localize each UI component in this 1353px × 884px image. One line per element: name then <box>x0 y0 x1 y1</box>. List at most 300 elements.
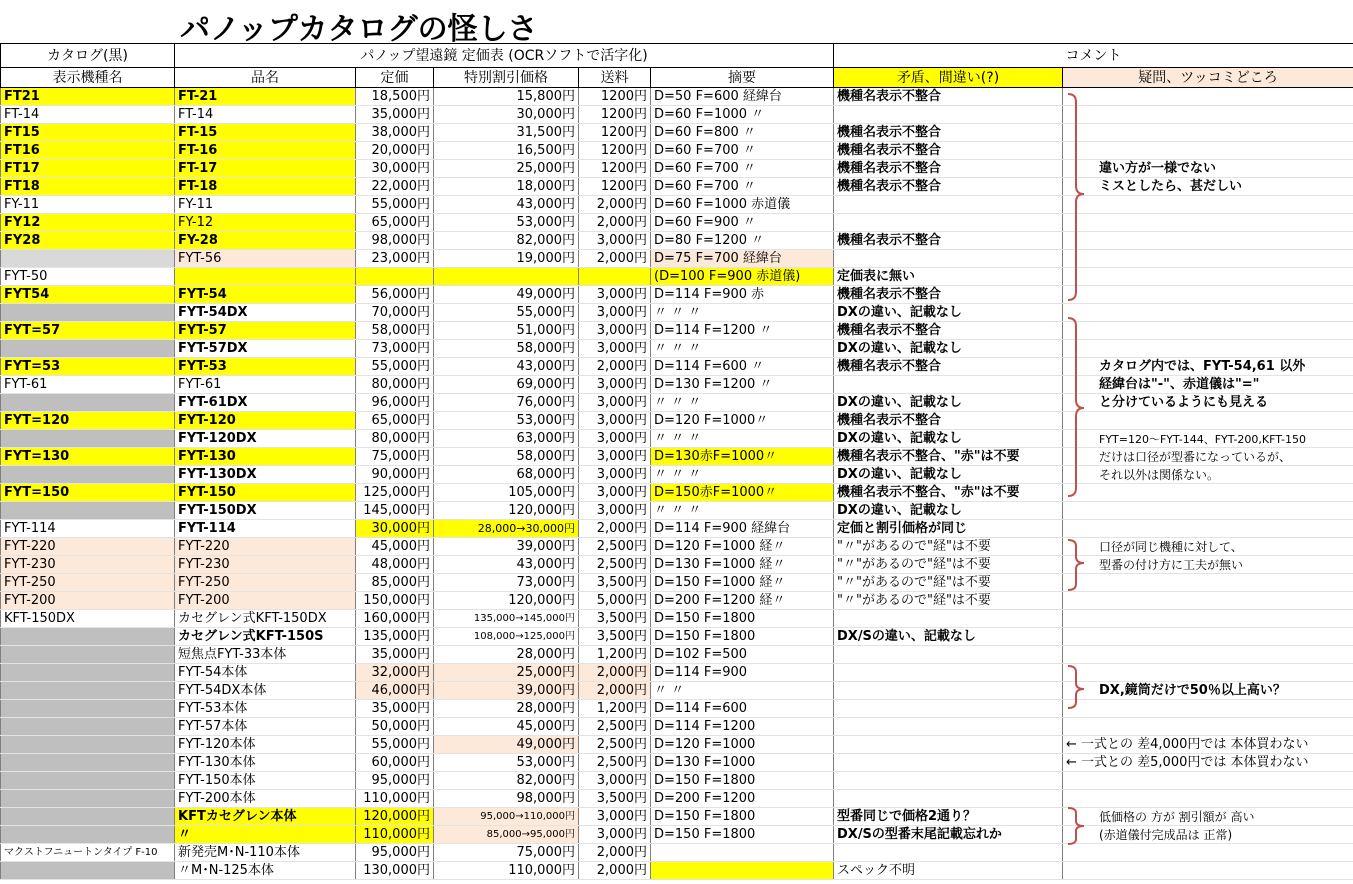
header-price-table: パノップ望遠鏡 定価表 (OCRソフトで活字化) <box>175 44 834 68</box>
cell-shipping: 3,000円 <box>579 772 651 790</box>
cell-note <box>834 700 1063 718</box>
cell-note: 機種名表示不整合 <box>834 358 1063 376</box>
cell-summary: D=60 F=700 〃 <box>651 142 834 160</box>
cell-shipping: 3,000円 <box>579 448 651 466</box>
cell-summary <box>651 844 834 862</box>
cell-name: FYT-54DX本体 <box>175 682 356 700</box>
cell-name: FYT-114 <box>175 520 356 538</box>
header-comment: コメント <box>834 44 1353 68</box>
cell-shipping: 3,000円 <box>579 484 651 502</box>
cell-catalog <box>1 664 175 682</box>
cell-summary: D=150赤F=1000〃 <box>651 484 834 502</box>
cell-shipping: 3,000円 <box>579 394 651 412</box>
cell-catalog: FT17 <box>1 160 175 178</box>
cell-shipping: 2,000円 <box>579 358 651 376</box>
cell-price: 60,000円 <box>356 754 434 772</box>
cell-price: 46,000円 <box>356 682 434 700</box>
cell-discount: 39,000円 <box>434 538 579 556</box>
cell-price: 35,000円 <box>356 700 434 718</box>
cell-shipping: 2,500円 <box>579 556 651 574</box>
cell-question <box>1063 520 1353 538</box>
comment-group1-line1: 違い方が一様でない <box>1099 161 1217 176</box>
cell-shipping: 3,500円 <box>579 628 651 646</box>
cell-shipping: 2,500円 <box>579 538 651 556</box>
cell-price: 95,000円 <box>356 844 434 862</box>
cell-shipping: 2,000円 <box>579 520 651 538</box>
cell-name: カセグレン式KFT-150S <box>175 628 356 646</box>
cell-shipping: 3,000円 <box>579 340 651 358</box>
cell-catalog: FYT-230 <box>1 556 175 574</box>
col-discount: 特別割引価格 <box>434 68 579 88</box>
cell-shipping: 3,000円 <box>579 376 651 394</box>
cell-shipping: 3,000円 <box>579 322 651 340</box>
cell-price: 55,000円 <box>356 358 434 376</box>
cell-name: FYT-61 <box>175 376 356 394</box>
cell-shipping: 2,000円 <box>579 844 651 862</box>
cell-summary: D=200 F=1200 経〃 <box>651 592 834 610</box>
cell-name: FYT-220 <box>175 538 356 556</box>
cell-discount <box>434 268 579 286</box>
cell-note: 機種名表示不整合、"赤"は不要 <box>834 484 1063 502</box>
cell-question <box>1063 772 1353 790</box>
cell-summary: D=114 F=900 経緯台 <box>651 520 834 538</box>
table-row <box>1 520 1353 538</box>
cell-summary: 〃 〃 〃 <box>651 304 834 322</box>
cell-catalog <box>1 430 175 448</box>
cell-shipping: 2,500円 <box>579 754 651 772</box>
cell-discount: 120,000円 <box>434 592 579 610</box>
table-row <box>1 268 1353 286</box>
cell-shipping: 2,000円 <box>579 250 651 268</box>
cell-shipping: 3,000円 <box>579 466 651 484</box>
cell-price: 85,000円 <box>356 574 434 592</box>
cell-name: FYT-200 <box>175 592 356 610</box>
table-row <box>1 574 1353 592</box>
cell-name: FYT-53本体 <box>175 700 356 718</box>
cell-summary: D=114 F=900 赤 <box>651 286 834 304</box>
cell-summary: 〃 〃 〃 <box>651 502 834 520</box>
cell-catalog <box>1 394 175 412</box>
cell-note: DXの違い、記載なし <box>834 394 1063 412</box>
cell-summary: D=60 F=700 〃 <box>651 160 834 178</box>
cell-shipping: 2,500円 <box>579 736 651 754</box>
cell-note <box>834 214 1063 232</box>
comment-group1-line2: ミスとしたら、甚だしい <box>1099 179 1243 194</box>
cell-note: 機種名表示不整合 <box>834 124 1063 142</box>
comment-group5-line2: (赤道儀付完成品は 正常) <box>1099 828 1233 842</box>
table-row <box>1 340 1353 358</box>
cell-discount: 51,000円 <box>434 322 579 340</box>
cell-price: 98,000円 <box>356 232 434 250</box>
cell-summary: 〃 〃 〃 <box>651 340 834 358</box>
cell-summary <box>651 862 834 880</box>
comment-arrow1: ← 一式との 差4,000円では 本体買わない <box>1066 737 1309 752</box>
cell-price: 18,500円 <box>356 88 434 106</box>
cell-shipping: 5,000円 <box>579 592 651 610</box>
cell-shipping: 3,500円 <box>579 790 651 808</box>
cell-summary: D=200 F=1200 <box>651 790 834 808</box>
cell-name: FYT-120 <box>175 412 356 430</box>
table-row <box>1 250 1353 268</box>
cell-discount: 68,000円 <box>434 466 579 484</box>
cell-price: 30,000円 <box>356 520 434 538</box>
cell-note: DXの違い、記載なし <box>834 340 1063 358</box>
cell-discount: 19,000円 <box>434 250 579 268</box>
cell-price: 110,000円 <box>356 790 434 808</box>
cell-price: 70,000円 <box>356 304 434 322</box>
cell-summary: D=150 F=1800 <box>651 628 834 646</box>
cell-shipping: 2,000円 <box>579 862 651 880</box>
cell-discount: 135,000→145,000円 <box>434 610 579 628</box>
cell-catalog: FYT=57 <box>1 322 175 340</box>
cell-price: 95,000円 <box>356 772 434 790</box>
cell-discount: 63,000円 <box>434 430 579 448</box>
cell-question <box>1063 322 1353 340</box>
cell-name: 〃 <box>175 826 356 844</box>
cell-note: 機種名表示不整合 <box>834 232 1063 250</box>
cell-catalog <box>1 754 175 772</box>
cell-discount: 75,000円 <box>434 844 579 862</box>
cell-question <box>1063 646 1353 664</box>
cell-price: 65,000円 <box>356 412 434 430</box>
table-row <box>1 502 1353 520</box>
cell-shipping: 1,200円 <box>579 646 651 664</box>
cell-discount: 95,000→110,000円 <box>434 808 579 826</box>
cell-summary: D=150 F=1800 <box>651 772 834 790</box>
cell-discount: 55,000円 <box>434 304 579 322</box>
col-question: 疑問、ツッコミどころ <box>1063 68 1353 88</box>
cell-catalog: FYT-200 <box>1 592 175 610</box>
cell-discount: 25,000円 <box>434 160 579 178</box>
cell-catalog: FYT-61 <box>1 376 175 394</box>
cell-price <box>356 268 434 286</box>
table-row <box>1 484 1353 502</box>
cell-summary: 〃 〃 〃 <box>651 430 834 448</box>
cell-name: FYT-54DX <box>175 304 356 322</box>
cell-note <box>834 754 1063 772</box>
cell-catalog: FT21 <box>1 88 175 106</box>
cell-shipping: 1,200円 <box>579 700 651 718</box>
cell-summary: 〃 〃 〃 <box>651 466 834 484</box>
table-row <box>1 592 1353 610</box>
cell-note: DX/Sの型番末尾記載忘れか <box>834 826 1063 844</box>
cell-price: 130,000円 <box>356 862 434 880</box>
comment-arrow2: ← 一式との 差5,000円では 本体買わない <box>1066 755 1309 770</box>
cell-name: FT-16 <box>175 142 356 160</box>
cell-discount: 39,000円 <box>434 682 579 700</box>
cell-note: DXの違い、記載なし <box>834 304 1063 322</box>
cell-price: 58,000円 <box>356 322 434 340</box>
col-price: 定価 <box>356 68 434 88</box>
table-row <box>1 304 1353 322</box>
cell-note <box>834 376 1063 394</box>
cell-catalog: FT18 <box>1 178 175 196</box>
page-title: パノップカタログの怪しさ <box>180 12 538 47</box>
cell-shipping: 1200円 <box>579 124 651 142</box>
comment-group5-line1: 低価格の 方が 割引額が 高い <box>1099 810 1255 824</box>
cell-question <box>1063 718 1353 736</box>
cell-catalog: FYT=120 <box>1 412 175 430</box>
cell-summary: D=120 F=1000 経〃 <box>651 538 834 556</box>
cell-summary: D=120 F=1000〃 <box>651 412 834 430</box>
cell-price: 120,000円 <box>356 808 434 826</box>
cell-shipping: 3,000円 <box>579 502 651 520</box>
cell-price: 75,000円 <box>356 448 434 466</box>
cell-discount: 43,000円 <box>434 556 579 574</box>
cell-question <box>1063 142 1353 160</box>
cell-discount: 30,000円 <box>434 106 579 124</box>
cell-summary: D=114 F=1200 〃 <box>651 322 834 340</box>
cell-discount: 82,000円 <box>434 232 579 250</box>
cell-discount: 18,000円 <box>434 178 579 196</box>
cell-discount: 15,800円 <box>434 88 579 106</box>
cell-discount: 58,000円 <box>434 448 579 466</box>
cell-catalog <box>1 502 175 520</box>
cell-shipping: 3,500円 <box>579 610 651 628</box>
cell-note: 機種名表示不整合 <box>834 178 1063 196</box>
cell-catalog <box>1 718 175 736</box>
cell-shipping: 1200円 <box>579 178 651 196</box>
cell-shipping: 3,000円 <box>579 430 651 448</box>
cell-name: FYT-120本体 <box>175 736 356 754</box>
cell-discount: 49,000円 <box>434 286 579 304</box>
cell-note: "〃"があるので"経"は不要 <box>834 592 1063 610</box>
cell-price: 80,000円 <box>356 376 434 394</box>
cell-discount: 85,000→95,000円 <box>434 826 579 844</box>
cell-discount: 28,000円 <box>434 646 579 664</box>
cell-name: FY-12 <box>175 214 356 232</box>
cell-discount: 69,000円 <box>434 376 579 394</box>
cell-catalog: KFT-150DX <box>1 610 175 628</box>
table-row <box>1 610 1353 628</box>
cell-price: 50,000円 <box>356 718 434 736</box>
cell-price: 125,000円 <box>356 484 434 502</box>
cell-discount: 49,000円 <box>434 736 579 754</box>
table-row <box>1 772 1353 790</box>
cell-catalog: マクストフニュートンタイプ F-10 <box>1 844 175 862</box>
cell-question <box>1063 574 1353 592</box>
cell-name: FYT-57DX <box>175 340 356 358</box>
cell-price: 65,000円 <box>356 214 434 232</box>
cell-name: FYT-56 <box>175 250 356 268</box>
cell-name: FYT-250 <box>175 574 356 592</box>
cell-note: 機種名表示不整合 <box>834 142 1063 160</box>
cell-catalog <box>1 628 175 646</box>
cell-name: FYT-54本体 <box>175 664 356 682</box>
cell-question <box>1063 790 1353 808</box>
table-row <box>1 106 1353 124</box>
cell-summary: D=150 F=1800 <box>651 826 834 844</box>
cell-name: FYT-230 <box>175 556 356 574</box>
col-name: 品名 <box>175 68 356 88</box>
cell-question <box>1063 232 1353 250</box>
cell-summary: D=150 F=1000 経〃 <box>651 574 834 592</box>
table-row <box>1 142 1353 160</box>
cell-note: DXの違い、記載なし <box>834 430 1063 448</box>
cell-question <box>1063 106 1353 124</box>
cell-name <box>175 268 356 286</box>
cell-summary: D=130 F=1000 <box>651 754 834 772</box>
cell-name: FYT-150 <box>175 484 356 502</box>
cell-summary: 〃 〃 〃 <box>651 394 834 412</box>
cell-summary: D=114 F=600 <box>651 700 834 718</box>
cell-note <box>834 844 1063 862</box>
comment-group2-line2: 経緯台は"-"、赤道儀は"=" <box>1099 377 1260 392</box>
table-row <box>1 214 1353 232</box>
cell-name: FYT-150本体 <box>175 772 356 790</box>
table-row <box>1 700 1353 718</box>
cell-price: 38,000円 <box>356 124 434 142</box>
comment-group2-note-line1: FYT=120～FYT-144、FYT-200,KFT-150 <box>1099 433 1306 446</box>
comment-group2-note-line2: だけは口径が型番になっているが、 <box>1099 450 1292 464</box>
cell-summary: D=150 F=1800 <box>651 610 834 628</box>
cell-discount: 43,000円 <box>434 358 579 376</box>
cell-note <box>834 772 1063 790</box>
cell-name: FT-18 <box>175 178 356 196</box>
cell-catalog <box>1 304 175 322</box>
cell-note: スペック不明 <box>834 862 1063 880</box>
cell-price: 22,000円 <box>356 178 434 196</box>
cell-catalog <box>1 808 175 826</box>
cell-summary: D=120 F=1000 <box>651 736 834 754</box>
table-row <box>1 232 1353 250</box>
table-row <box>1 286 1353 304</box>
col-summary: 摘要 <box>651 68 834 88</box>
table-row <box>1 412 1353 430</box>
cell-name: FYT-57 <box>175 322 356 340</box>
table-row <box>1 322 1353 340</box>
cell-discount: 43,000円 <box>434 196 579 214</box>
cell-catalog: FYT-114 <box>1 520 175 538</box>
cell-note <box>834 736 1063 754</box>
cell-note: "〃"があるので"経"は不要 <box>834 574 1063 592</box>
cell-note: 定価表に無い <box>834 268 1063 286</box>
cell-summary: D=60 F=700 〃 <box>651 178 834 196</box>
cell-summary: D=150 F=1800 <box>651 808 834 826</box>
table-row <box>1 790 1353 808</box>
comment-group4: DX,鏡筒だけで50％以上高い？ <box>1099 683 1286 698</box>
cell-name: FYT-150DX <box>175 502 356 520</box>
cell-shipping: 3,000円 <box>579 286 651 304</box>
cell-discount: 31,500円 <box>434 124 579 142</box>
cell-name: FT-14 <box>175 106 356 124</box>
cell-name: FYT-130本体 <box>175 754 356 772</box>
cell-catalog <box>1 862 175 880</box>
cell-question <box>1063 610 1353 628</box>
cell-question <box>1063 88 1353 106</box>
cell-shipping: 3,000円 <box>579 826 651 844</box>
cell-catalog: FYT=130 <box>1 448 175 466</box>
cell-price: 48,000円 <box>356 556 434 574</box>
table-row <box>1 664 1353 682</box>
cell-discount: 82,000円 <box>434 772 579 790</box>
cell-note <box>834 106 1063 124</box>
cell-note <box>834 250 1063 268</box>
col-shipping: 送料 <box>579 68 651 88</box>
cell-price: 35,000円 <box>356 646 434 664</box>
cell-shipping: 2,000円 <box>579 196 651 214</box>
cell-price: 80,000円 <box>356 430 434 448</box>
cell-note: DXの違い、記載なし <box>834 466 1063 484</box>
cell-question <box>1063 250 1353 268</box>
cell-note: 機種名表示不整合 <box>834 286 1063 304</box>
cell-note <box>834 790 1063 808</box>
cell-shipping: 3,500円 <box>579 574 651 592</box>
cell-price: 145,000円 <box>356 502 434 520</box>
cell-discount: 53,000円 <box>434 214 579 232</box>
cell-catalog: FYT54 <box>1 286 175 304</box>
cell-shipping: 2,000円 <box>579 682 651 700</box>
cell-note: 機種名表示不整合 <box>834 322 1063 340</box>
table-row <box>1 844 1353 862</box>
cell-note: 型番同じで価格2通り？ <box>834 808 1063 826</box>
cell-question <box>1063 592 1353 610</box>
cell-shipping: 3,000円 <box>579 808 651 826</box>
cell-catalog <box>1 790 175 808</box>
cell-price: 56,000円 <box>356 286 434 304</box>
cell-name: FYT-130DX <box>175 466 356 484</box>
cell-price: 20,000円 <box>356 142 434 160</box>
cell-name: FT-15 <box>175 124 356 142</box>
cell-name: KFTカセグレン本体 <box>175 808 356 826</box>
cell-summary: D=75 F=700 経緯台 <box>651 250 834 268</box>
cell-summary: D=60 F=900 〃 <box>651 214 834 232</box>
cell-question <box>1063 628 1353 646</box>
cell-discount: 28,000→30,000円 <box>434 520 579 538</box>
cell-discount: 76,000円 <box>434 394 579 412</box>
cell-price: 135,000円 <box>356 628 434 646</box>
cell-catalog: FY28 <box>1 232 175 250</box>
cell-name: FT-21 <box>175 88 356 106</box>
cell-name: FY-11 <box>175 196 356 214</box>
cell-note <box>834 664 1063 682</box>
cell-name: FYT-130 <box>175 448 356 466</box>
cell-catalog: FYT-50 <box>1 268 175 286</box>
cell-shipping: 1200円 <box>579 88 651 106</box>
cell-catalog: FY12 <box>1 214 175 232</box>
cell-catalog <box>1 826 175 844</box>
cell-summary: D=60 F=1000 赤道儀 <box>651 196 834 214</box>
col-display-name: 表示機種名 <box>1 68 175 88</box>
cell-name: FYT-53 <box>175 358 356 376</box>
cell-note: 機種名表示不整合 <box>834 160 1063 178</box>
cell-note: DXの違い、記載なし <box>834 502 1063 520</box>
cell-catalog: FT16 <box>1 142 175 160</box>
comment-group2-note-line3: それ以外は関係ない。 <box>1099 468 1220 482</box>
cell-catalog: FT15 <box>1 124 175 142</box>
table-row <box>1 124 1353 142</box>
cell-catalog: FT-14 <box>1 106 175 124</box>
cell-price: 73,000円 <box>356 340 434 358</box>
cell-name: カセグレン式KFT-150DX <box>175 610 356 628</box>
table-row <box>1 862 1353 880</box>
cell-discount: 53,000円 <box>434 412 579 430</box>
cell-name: FYT-54 <box>175 286 356 304</box>
cell-summary: D=60 F=1000 〃 <box>651 106 834 124</box>
cell-summary: D=114 F=600 〃 <box>651 358 834 376</box>
cell-discount: 120,000円 <box>434 502 579 520</box>
cell-shipping: 2,000円 <box>579 214 651 232</box>
cell-name: 新発売M･N-110本体 <box>175 844 356 862</box>
cell-discount: 73,000円 <box>434 574 579 592</box>
cell-discount: 45,000円 <box>434 718 579 736</box>
cell-question <box>1063 664 1353 682</box>
cell-shipping: 2,500円 <box>579 718 651 736</box>
cell-catalog <box>1 250 175 268</box>
cell-note: 機種名表示不整合 <box>834 88 1063 106</box>
cell-question <box>1063 844 1353 862</box>
cell-summary: D=114 F=900 <box>651 664 834 682</box>
